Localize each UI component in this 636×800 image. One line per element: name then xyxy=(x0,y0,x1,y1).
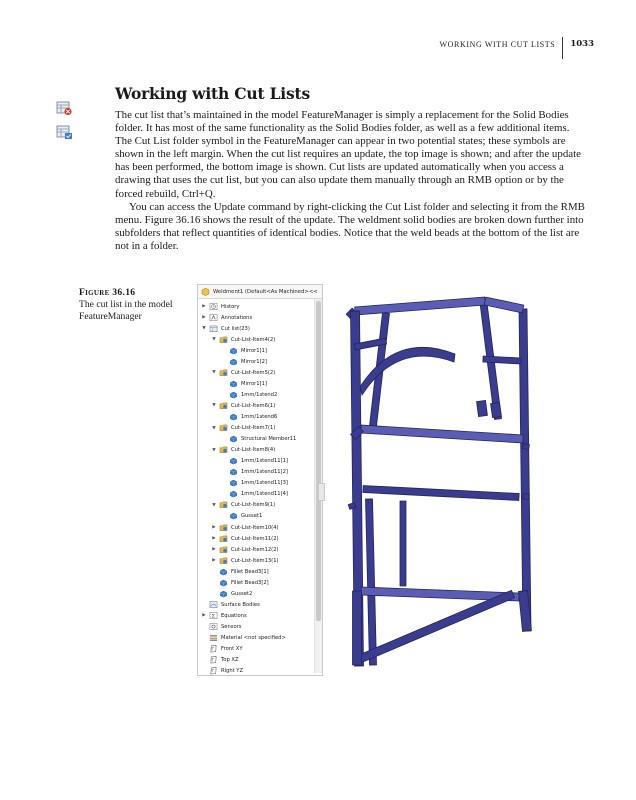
tree-item-label: Fillet Bead3[2] xyxy=(231,579,269,586)
bottom-left-leg xyxy=(353,591,362,665)
tree-item-label: Annotations xyxy=(221,314,253,321)
expand-right-icon[interactable]: ▶ xyxy=(212,547,216,553)
figure-caption xyxy=(79,287,173,323)
feature-manager-title: Weldment1 (Default<As Machined><< xyxy=(213,288,318,295)
paragraph: The cut list that’s maintained in the model FeatureManager is simply a replacement for the Solid Bodies folder. It has most of the same functionality as the Solid Bodies folder, as well as a few additional items. The Cut List folder symbol in the FeatureManager can appear in two potential states; these symbols are shown in the left margin. When the cut list requires an update, the top image is shown; and after the update has been performed, the bottom image is shown. Cut lists are updated automatically when you access a drawing that uses the cut list, but you can also update them manually through an RMB option or by the forced rebuild, Ctrl+Q. xyxy=(115,109,581,200)
feature-manager-header[interactable] xyxy=(198,285,322,299)
rear-lower-left-post xyxy=(366,499,377,665)
figure-caption-line: FeatureManager xyxy=(79,311,142,322)
tree-item-label: Cut list(23) xyxy=(221,325,250,332)
solid-body-icon xyxy=(229,413,238,421)
body-text xyxy=(115,109,585,253)
tree-item-label: Mirror1[1] xyxy=(241,347,267,354)
running-head xyxy=(440,37,594,59)
tree-item-label: Material <not specified> xyxy=(221,635,286,641)
tree-item-label: 1mm/1stend2 xyxy=(241,391,278,398)
plane-icon xyxy=(209,656,218,664)
bracket-tab xyxy=(523,494,530,500)
expand-down-icon[interactable]: ▼ xyxy=(212,337,216,343)
solid-body-icon xyxy=(229,479,238,487)
material-icon xyxy=(209,634,218,642)
cut-list-item-icon xyxy=(219,424,228,432)
tree-item-label: Cut-List-Item4(2) xyxy=(231,336,276,343)
tree-item-label: Front XY xyxy=(221,646,243,653)
expand-down-icon[interactable]: ▼ xyxy=(212,370,216,376)
solid-body-icon xyxy=(229,435,238,443)
tree-item-label: Structural Member11 xyxy=(241,436,297,443)
cut-list-needs-update-icon xyxy=(56,100,73,116)
cut-list-item-icon xyxy=(219,557,228,565)
tree-item-label: Cut-List-Item10(4) xyxy=(231,524,279,531)
tree-item-label: Cut-List-Item8(4) xyxy=(231,447,276,454)
solid-body-icon xyxy=(219,568,228,576)
cut-list-item-icon xyxy=(219,501,228,509)
expand-down-icon[interactable]: ▼ xyxy=(212,447,216,453)
tree-item-label: Sensors xyxy=(221,623,242,630)
tree-item-label: Fillet Bead3[1] xyxy=(231,568,269,575)
cut-list-item-icon xyxy=(219,336,228,344)
solid-body-icon xyxy=(229,512,238,520)
tree-item-label: Cut-List-Item13(1) xyxy=(231,557,279,564)
scrollbar-thumb[interactable] xyxy=(316,301,321,621)
svg-text:Σ: Σ xyxy=(211,613,215,620)
tree-item-label: Mirror1[2] xyxy=(241,358,267,365)
section-title: Working with Cut Lists xyxy=(115,84,310,103)
tree-item-label: Cut-List-Item7(1) xyxy=(231,425,276,432)
part-icon xyxy=(201,287,210,296)
cut-list-updated-icon xyxy=(56,124,73,140)
expand-down-icon[interactable]: ▼ xyxy=(202,326,206,332)
expand-down-icon[interactable]: ▼ xyxy=(212,403,216,409)
expand-right-icon[interactable]: ▶ xyxy=(202,315,206,321)
standoff-block xyxy=(477,400,488,416)
tree-item-label: Cut-List-Item6(1) xyxy=(231,402,276,409)
plane-icon xyxy=(209,667,218,675)
tree-item-label: Mirror1[1] xyxy=(241,380,267,387)
expand-right-icon[interactable]: ▶ xyxy=(202,304,206,309)
equations-icon xyxy=(209,612,218,620)
solid-body-icon xyxy=(229,380,238,388)
cut-list-item-icon xyxy=(219,369,228,377)
bracket-tab xyxy=(523,444,530,450)
expand-down-icon[interactable]: ▼ xyxy=(212,502,216,508)
solid-body-icon xyxy=(229,358,238,366)
page-number: 1033 xyxy=(570,39,594,49)
plane-icon xyxy=(209,645,218,653)
panel-splitter-handle[interactable] xyxy=(318,483,325,501)
cut-list-item-icon xyxy=(219,402,228,410)
tree-item-label: Cut-List-Item11(2) xyxy=(231,535,279,542)
expand-right-icon[interactable]: ▶ xyxy=(212,525,216,530)
tree-item-label: History xyxy=(221,303,240,310)
feature-manager-tree[interactable] xyxy=(197,284,323,676)
top-rail xyxy=(355,297,486,315)
solid-body-icon xyxy=(229,468,238,476)
tree-item-label: Gusset1 xyxy=(241,513,263,520)
tree-item-label: 1mm/1stend11[1] xyxy=(241,458,288,465)
tree-item-label: Cut-List-Item9(1) xyxy=(231,502,276,509)
tree-item-label: 1mm/1stend11[3] xyxy=(241,480,288,487)
history-icon xyxy=(209,303,218,311)
tree-item-label: 1mm/1stend11[4] xyxy=(241,491,288,498)
cut-list-item-icon xyxy=(219,524,228,532)
figure-number: Figure 36.16 xyxy=(79,287,136,298)
solid-body-icon xyxy=(229,391,238,399)
tree-item-label: Right YZ xyxy=(221,668,244,675)
solid-body-icon xyxy=(219,579,228,587)
tree-item-label: 1mm/1stend6 xyxy=(241,414,278,420)
standoff-block xyxy=(491,402,502,417)
solid-body-icon xyxy=(229,457,238,465)
annotations-icon xyxy=(209,314,218,322)
tree-item-label: Cut-List-Item5(2) xyxy=(231,369,276,376)
tree-item-label: Top XZ xyxy=(221,657,239,664)
middle-cross-rail xyxy=(361,425,523,443)
solid-body-icon xyxy=(229,347,238,355)
tree-item[interactable] xyxy=(201,665,243,676)
paragraph: You can access the Update command by right-clicking the Cut List folder and selecting it from the RMB menu. Figure 36.16 shows the result of the update. The weldment solid bodies are broken down further into subfolders that reflect quantities of identical bodies. Notice that the weld beads at the bottom of the list are not in a folder. xyxy=(115,200,585,252)
expand-right-icon[interactable]: ▶ xyxy=(202,613,206,619)
tree-item-label: 1mm/1stend11[2] xyxy=(241,469,288,476)
cut-list-item-icon xyxy=(219,546,228,554)
solid-body-icon xyxy=(229,490,238,498)
figure-caption-line: The cut list in the model xyxy=(79,299,173,310)
tree-item-label: Gusset2 xyxy=(231,590,253,597)
bottom-diagonal-rail xyxy=(353,590,514,664)
front-right-upright xyxy=(519,309,531,631)
sensors-icon xyxy=(209,623,218,631)
expand-right-icon[interactable]: ▶ xyxy=(212,536,216,542)
running-head-title: WORKING WITH CUT LISTS xyxy=(439,40,556,49)
cut-list-folder-icon xyxy=(209,325,218,333)
surface-bodies-icon xyxy=(209,601,218,609)
tree-item-label: Cut-List-Item12(2) xyxy=(231,546,279,553)
expand-right-icon[interactable]: ▶ xyxy=(212,558,216,564)
tree-item-label: Equations xyxy=(221,612,247,619)
rear-lower-post xyxy=(400,501,406,586)
weldment-frame-model xyxy=(333,291,548,669)
solid-body-icon xyxy=(219,590,228,598)
tree-item-label: Surface Bodies xyxy=(221,601,260,608)
expand-down-icon[interactable]: ▼ xyxy=(212,425,216,431)
top-side-rail xyxy=(484,297,524,313)
cut-list-item-icon xyxy=(219,535,228,543)
lower-middle-rail xyxy=(363,486,519,501)
cut-list-item-icon xyxy=(219,446,228,454)
